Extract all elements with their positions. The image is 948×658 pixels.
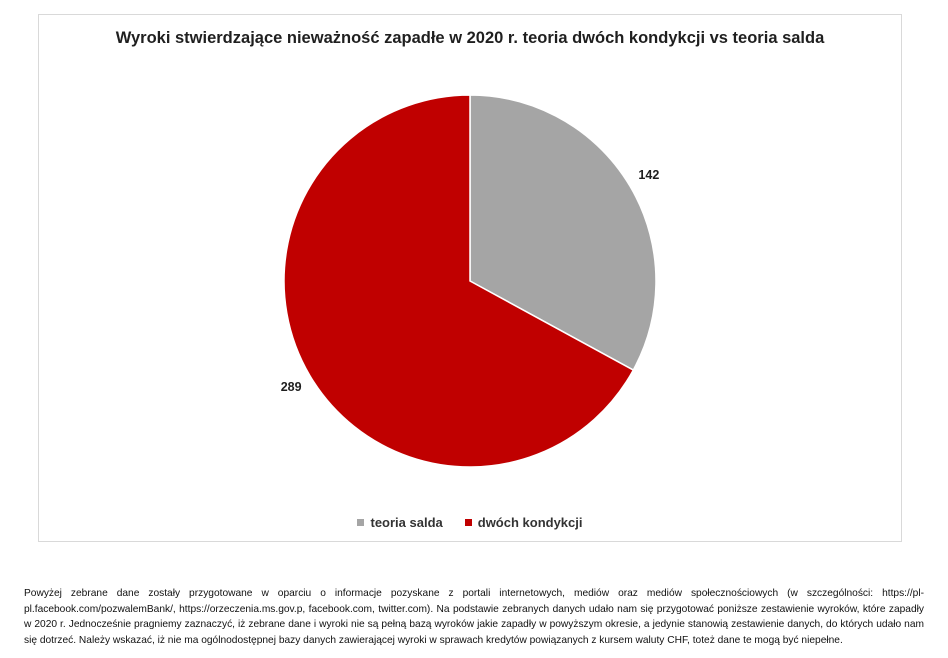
data-label-teoria-salda: 142 — [638, 167, 660, 182]
data-label-dwoch-kondykcji: 289 — [280, 380, 302, 395]
legend-item-dwoch-kondykcji — [465, 515, 583, 530]
legend — [39, 515, 901, 530]
legend-item-teoria-salda — [357, 515, 442, 530]
source-footnote: Powyżej zebrane dane zostały przygotowane w oparciu o informacje pozyskane z portali internetowych, mediów oraz mediów społecznościowych (w szczególności: https://pl-pl.facebook.com/pozwalemBank/, https://orzeczenia.ms.gov.p, facebook.com, twitter.com). Na podstawie zebranych danych udało nam się przygotować poniższe zestawienie wyroków, które zapadły w 2020 r. Jednocześnie pragniemy zaznaczyć, iż zebrane dane i wyroki nie są pełną bazą wyroków jakie zapadły w powyższym okresie, a jedynie stanowią zestawienie danych, do których udało nam się dotrzeć. Należy wskazać, iż nie ma ogólnodostępnej bazy danych zawierającej wyroki w sprawach kredytów powiązanych z kursem waluty CHF, toteż dane te mogą być niepełne. — [24, 588, 924, 646]
pie-chart — [39, 15, 901, 541]
legend-label-dwoch-kondykcji: dwóch kondykcji — [477, 515, 583, 530]
legend-swatch-dwoch-kondykcji — [465, 519, 472, 526]
legend-label-teoria-salda: teoria salda — [370, 515, 443, 530]
legend-swatch-teoria-salda — [357, 519, 364, 526]
chart-frame — [38, 14, 902, 542]
chart-title: Wyroki stwierdzające nieważność zapadłe w 2020 r. teoria dwóch kondykcji vs teoria salda — [115, 29, 825, 47]
